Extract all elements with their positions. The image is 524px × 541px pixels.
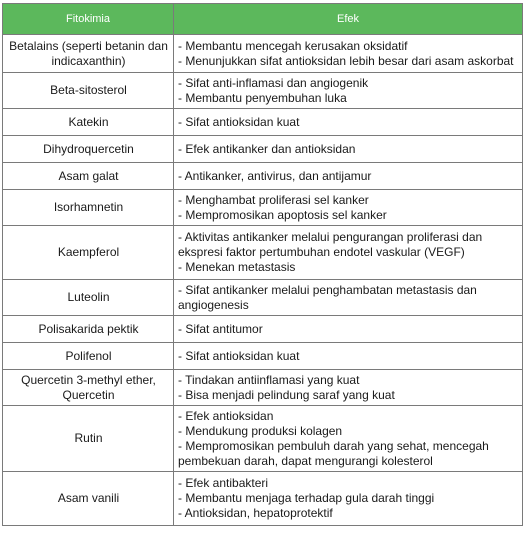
table-row: [3, 73, 523, 109]
effect-item: - Sifat antioksidan kuat: [178, 348, 300, 363]
table-row: [3, 163, 523, 190]
effect-cell: [174, 163, 523, 190]
table-row: [3, 316, 523, 343]
effect-item: - Antikanker, antivirus, dan antijamur: [178, 168, 372, 183]
table-row: [3, 190, 523, 226]
effect-cell: [174, 316, 523, 343]
effect-item: - Efek antibakteri: [178, 476, 269, 490]
effect-item: - Efek antikanker dan antioksidan: [178, 141, 356, 156]
phytochemical-name: Rutin: [3, 406, 174, 472]
effect-item: - Sifat antitumor: [178, 321, 263, 336]
phytochemical-name: Katekin: [3, 109, 174, 136]
effect-item: - Membantu mencegah kerusakan oksidatif: [178, 38, 408, 53]
effect-item: - Antioksidan, hepatoprotektif: [178, 506, 333, 520]
table-row: [3, 226, 523, 280]
phytochemical-name: Asam vanili: [3, 472, 174, 526]
table-row: [3, 136, 523, 163]
phytochemical-name: Beta-sitosterol: [3, 73, 174, 109]
effect-cell: [174, 406, 523, 472]
effect-cell: [174, 109, 523, 136]
effect-cell: [174, 226, 523, 280]
table-row: [3, 472, 523, 526]
effect-cell: [174, 343, 523, 370]
phytochemical-name: Dihydroquercetin: [3, 136, 174, 163]
effect-item: - Sifat antioksidan kuat: [178, 114, 300, 129]
effect-item: - Sifat anti-inflamasi dan angiogenik: [178, 75, 369, 90]
phytochemical-name: Luteolin: [3, 280, 174, 316]
effect-cell: [174, 35, 523, 73]
phytochemical-name: Betalains (seperti betanin dan indicaxanthin): [3, 35, 174, 73]
effect-item: - Mendukung produksi kolagen: [178, 423, 343, 438]
table-row: [3, 406, 523, 472]
phytochemical-name: Isorhamnetin: [3, 190, 174, 226]
phytochemical-name: Asam galat: [3, 163, 174, 190]
effect-item: - Efek antioksidan: [178, 408, 274, 423]
effect-item: - Tindakan antiinflamasi yang kuat: [178, 372, 360, 387]
effect-item: - Menunjukkan sifat antioksidan lebih besar dari asam askorbat: [178, 53, 514, 68]
table-row: [3, 35, 523, 73]
phytochemical-name: Quercetin 3-methyl ether, Quercetin: [3, 370, 174, 406]
effect-item: - Membantu menjaga terhadap gula darah tinggi: [178, 491, 435, 505]
table-body: [3, 35, 523, 526]
effect-item: - Membantu penyembuhan luka: [178, 90, 347, 105]
effect-cell: [174, 73, 523, 109]
effect-item: - Sifat antikanker melalui penghambatan metastasis dan angiogenesis: [178, 282, 477, 312]
table-row: [3, 280, 523, 316]
effect-cell: [174, 370, 523, 406]
effect-item: - Menghambat proliferasi sel kanker: [178, 192, 369, 207]
table-row: [3, 343, 523, 370]
effect-cell: [174, 190, 523, 226]
phytochemical-name: Polisakarida pektik: [3, 316, 174, 343]
table-header-row: [3, 4, 523, 35]
column-header-fitokimia: Fitokimia: [3, 4, 174, 35]
column-header-efek: Efek: [174, 4, 523, 35]
table-row: [3, 109, 523, 136]
effect-item: - Mempromosikan apoptosis sel kanker: [178, 207, 387, 222]
phytochemical-name: Kaempferol: [3, 226, 174, 280]
effect-cell: [174, 280, 523, 316]
effect-item: - Aktivitas antikanker melalui pengurangan proliferasi dan ekspresi faktor pertumbuhan endotel vaskular (VEGF): [178, 230, 483, 259]
effect-item: - Mempromosikan pembuluh darah yang sehat, mencegah pembekuan darah, dapat mengurangi kolesterol: [178, 438, 489, 468]
effect-item: - Bisa menjadi pelindung saraf yang kuat: [178, 387, 395, 402]
phytochemical-table: [2, 3, 523, 526]
phytochemical-name: Polifenol: [3, 343, 174, 370]
effect-cell: [174, 472, 523, 526]
effect-cell: [174, 136, 523, 163]
effect-item: - Menekan metastasis: [178, 260, 296, 274]
table-row: [3, 370, 523, 406]
